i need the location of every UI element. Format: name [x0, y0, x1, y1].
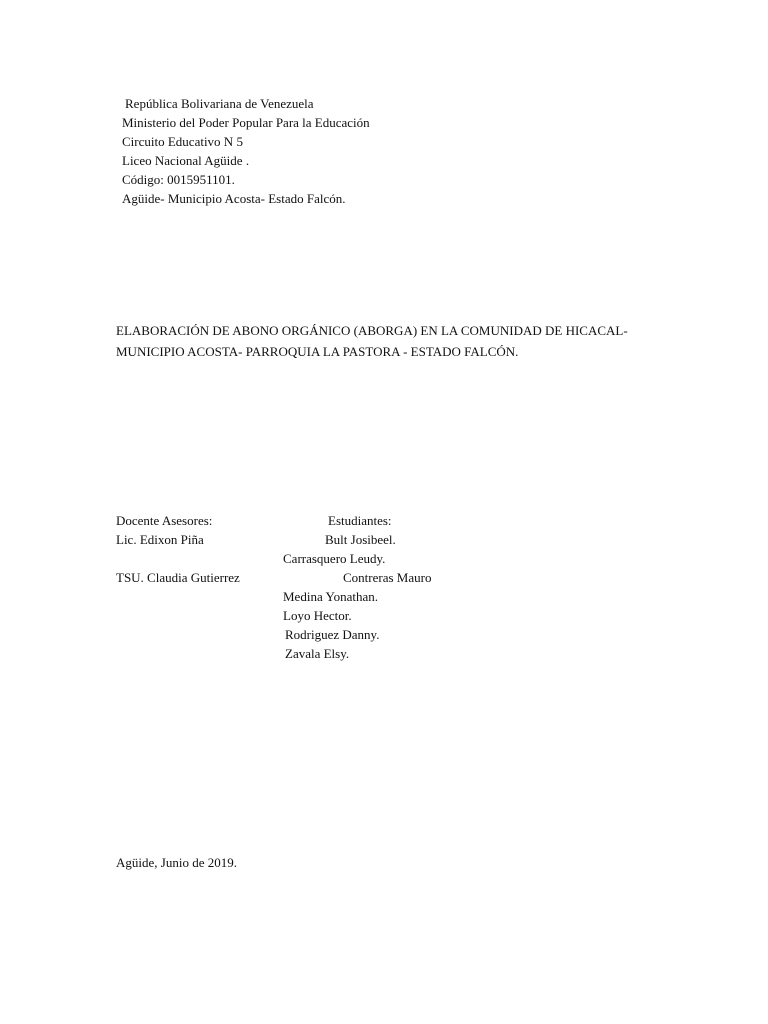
header-location: Agüide- Municipio Acosta- Estado Falcón. [122, 191, 346, 206]
title-line-1: ELABORACIÓN DE ABONO ORGÁNICO (ABORGA) EN LA COMUNIDAD DE HICACAL- [116, 323, 628, 338]
advisor-name: Lic. Edixon Piña [116, 532, 204, 547]
advisor-name: TSU. Claudia Gutierrez [116, 570, 240, 585]
header-ministry: Ministerio del Poder Popular Para la Educación [122, 115, 370, 130]
student-name: Zavala Elsy. [285, 646, 350, 661]
advisors-heading: Docente Asesores: [116, 513, 213, 528]
student-name: Medina Yonathan. [283, 589, 378, 604]
student-name: Loyo Hector. [283, 608, 352, 623]
student-name: Contreras Mauro [343, 570, 432, 585]
header-code: Código: 0015951101. [122, 172, 235, 187]
title-line-2: MUNICIPIO ACOSTA- PARROQUIA LA PASTORA - ESTADO FALCÓN. [116, 344, 519, 359]
student-name: Carrasquero Leudy. [283, 551, 386, 566]
header-circuit: Circuito Educativo N 5 [122, 134, 243, 149]
student-name: Bult Josibeel. [325, 532, 396, 547]
students-heading: Estudiantes: [328, 513, 392, 528]
header-school: Liceo Nacional Agüide . [122, 153, 250, 168]
place-date: Agüide, Junio de 2019. [116, 855, 237, 870]
header-republic: República Bolivariana de Venezuela [125, 96, 314, 111]
student-name: Rodriguez Danny. [285, 627, 380, 642]
